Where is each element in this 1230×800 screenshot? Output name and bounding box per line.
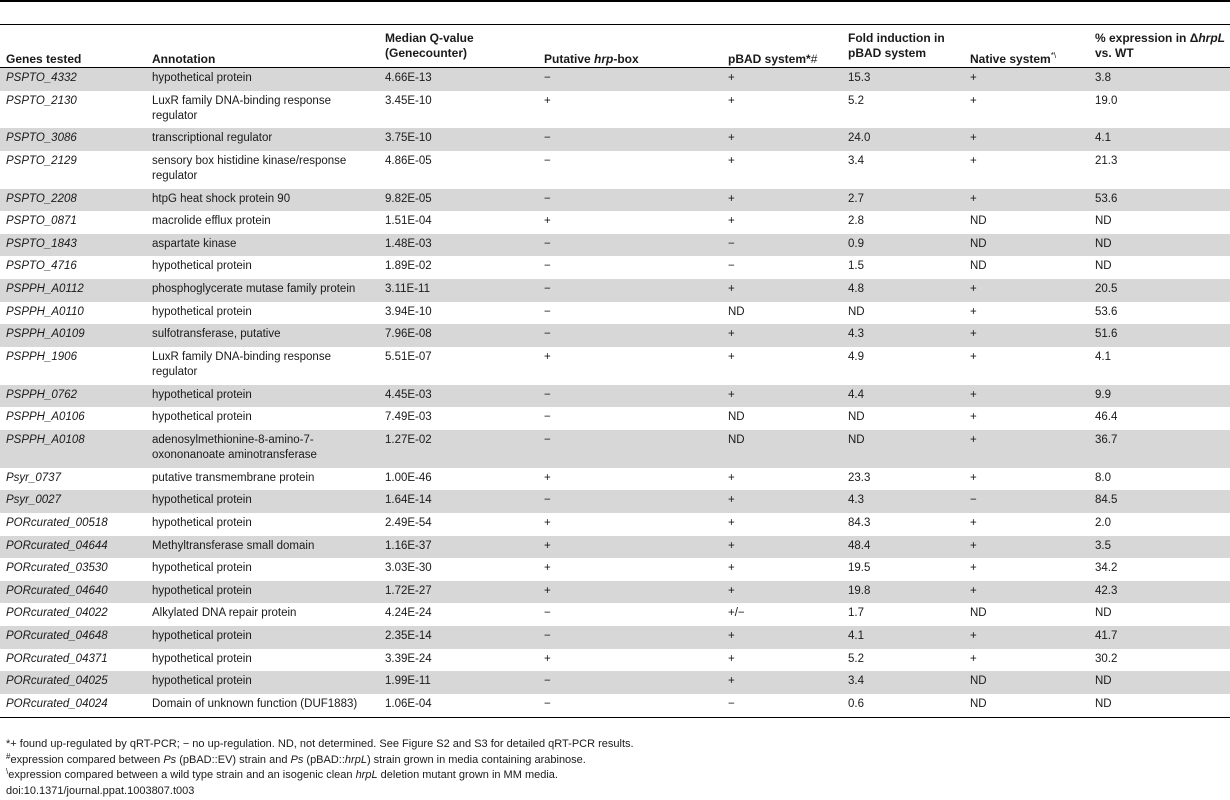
fold-induction-cell: 4.3: [842, 324, 964, 347]
expression-cell: 34.2: [1095, 562, 1118, 575]
table-row: [0, 490, 1230, 513]
native-cell: +: [970, 471, 977, 484]
fold-induction-cell: ND: [848, 411, 865, 424]
qvalue-cell: 4.45E-03: [379, 385, 538, 408]
fold-induction-cell: 1.5: [848, 260, 864, 273]
pbad-cell: +: [722, 128, 842, 151]
annotation-cell: sulfotransferase, putative: [146, 324, 379, 347]
table-body: [0, 68, 1230, 718]
annotation-cell: aspartate kinase: [146, 234, 379, 257]
gene-id-cell: PORcurated_04024: [6, 698, 108, 711]
col-header-qvalue: Median Q-value (Genecounter): [385, 31, 474, 60]
hrp-box-cell: +: [544, 94, 551, 107]
pbad-cell: +: [728, 215, 735, 228]
native-cell: +: [964, 128, 1089, 151]
hrp-box-cell: +: [538, 536, 722, 559]
qvalue-cell: 4.66E-13: [379, 68, 538, 91]
pbad-cell: ND: [728, 305, 745, 318]
qvalue-cell: 3.03E-30: [385, 562, 432, 575]
gene-id-cell: PORcurated_04022: [6, 607, 108, 620]
doi-link[interactable]: doi:10.1371/journal.ppat.1003807.t003: [6, 784, 195, 797]
gene-id-cell: PORcurated_04371: [6, 652, 108, 665]
col-header-fold-induction: Fold induction in pBAD system: [848, 31, 945, 60]
hrp-box-cell: −: [538, 279, 722, 302]
hrp-box-cell: −: [538, 324, 722, 347]
qvalue-cell: 3.39E-24: [385, 652, 432, 665]
fold-induction-cell: 19.8: [842, 581, 964, 604]
hrp-box-cell: −: [538, 189, 722, 212]
qvalue-cell: 1.89E-02: [385, 260, 432, 273]
fold-induction-cell: 4.4: [842, 385, 964, 408]
qvalue-cell: 4.24E-24: [385, 607, 432, 620]
hrp-box-cell: −: [544, 698, 551, 711]
pbad-cell: ND: [728, 411, 745, 424]
col-header-annotation: Annotation: [152, 52, 216, 66]
footnote-legend: *+ found up-regulated by qRT-PCR; − no up-regulation. ND, not determined. See Figure S2 and S3 for detailed qRT-PCR results.: [6, 738, 634, 750]
expression-cell: 53.6: [1095, 305, 1118, 318]
annotation-cell: hypothetical protein: [152, 652, 252, 665]
table-row: [0, 626, 1230, 649]
pbad-cell: +: [728, 351, 735, 364]
annotation-cell: hypothetical protein: [152, 516, 252, 529]
native-cell: +: [964, 385, 1089, 408]
pbad-cell: +: [722, 279, 842, 302]
gene-id-cell: PSPTO_0871: [6, 215, 77, 228]
annotation-cell: hypothetical protein: [146, 68, 379, 91]
expression-cell: ND: [1095, 260, 1112, 273]
fold-induction-cell: 5.2: [848, 94, 864, 107]
gene-id-cell: PORcurated_00518: [6, 516, 108, 529]
expression-cell: 51.6: [1089, 324, 1230, 347]
annotation-cell: macrolide efflux protein: [152, 215, 271, 228]
native-cell: +: [970, 562, 977, 575]
pbad-cell: +: [722, 324, 842, 347]
native-cell: +: [964, 626, 1089, 649]
fold-induction-cell: ND: [842, 430, 964, 468]
table-footnotes: [6, 737, 634, 799]
native-cell: +: [964, 581, 1089, 604]
fold-induction-cell: 24.0: [842, 128, 964, 151]
gene-id-cell: PORcurated_04640: [0, 581, 146, 604]
table-row: [0, 407, 1230, 430]
hrp-box-cell: −: [538, 234, 722, 257]
hrp-box-cell: +: [544, 471, 551, 484]
table-row: [0, 91, 1230, 129]
table-row: [0, 671, 1230, 694]
annotation-cell: hypothetical protein: [152, 305, 252, 318]
expression-cell: 36.7: [1089, 430, 1230, 468]
hrp-box-cell: +: [544, 215, 551, 228]
fold-induction-cell: 5.2: [848, 652, 864, 665]
annotation-cell: LuxR family DNA-binding response regulator: [152, 94, 331, 122]
gene-id-cell: PSPPH_1906: [6, 351, 77, 364]
gene-id-cell: PSPTO_4332: [0, 68, 146, 91]
qvalue-cell: 4.86E-05: [385, 154, 432, 167]
table-row: [0, 211, 1230, 234]
expression-cell: ND: [1089, 234, 1230, 257]
expression-cell: 8.0: [1095, 471, 1111, 484]
fold-induction-cell: 2.8: [848, 215, 864, 228]
expression-cell: 21.3: [1095, 154, 1118, 167]
annotation-cell: Domain of unknown function (DUF1883): [152, 698, 358, 711]
native-cell: ND: [970, 698, 987, 711]
gene-id-cell: PSPPH_A0106: [6, 411, 85, 424]
hrp-box-cell: −: [544, 607, 551, 620]
expression-cell: 46.4: [1095, 411, 1118, 424]
gene-id-cell: Psyr_0737: [6, 471, 61, 484]
gene-id-cell: Psyr_0027: [0, 490, 146, 513]
table-row: [0, 430, 1230, 468]
expression-cell: 53.6: [1089, 189, 1230, 212]
pbad-cell: +: [728, 652, 735, 665]
expression-cell: 2.0: [1095, 516, 1111, 529]
expression-cell: ND: [1095, 215, 1112, 228]
gene-id-cell: PSPTO_2130: [6, 94, 77, 107]
annotation-cell: hypothetical protein: [152, 260, 252, 273]
qvalue-cell: 1.16E-37: [379, 536, 538, 559]
gene-id-cell: PSPPH_A0110: [6, 305, 84, 318]
hrp-box-cell: −: [538, 430, 722, 468]
annotation-cell: Alkylated DNA repair protein: [152, 607, 297, 620]
qvalue-cell: 1.64E-14: [379, 490, 538, 513]
hrp-box-cell: −: [544, 305, 551, 318]
hrp-box-cell: +: [544, 562, 551, 575]
expression-cell: ND: [1095, 698, 1112, 711]
qvalue-cell: 5.51E-07: [385, 351, 432, 364]
native-cell: ND: [970, 215, 987, 228]
annotation-cell: sensory box histidine kinase/response regulator: [152, 154, 347, 182]
annotation-cell: LuxR family DNA-binding response regulator: [152, 351, 331, 379]
annotation-cell: Methyltransferase small domain: [146, 536, 379, 559]
table-row: [0, 694, 1230, 717]
expression-cell: 30.2: [1095, 652, 1118, 665]
table-row: [0, 302, 1230, 325]
gene-expression-table: [0, 28, 1230, 718]
fold-induction-cell: 4.9: [848, 351, 864, 364]
hrp-box-cell: +: [544, 516, 551, 529]
pbad-cell: ND: [722, 430, 842, 468]
table-row: [0, 256, 1230, 279]
fold-induction-cell: ND: [848, 305, 865, 318]
expression-cell: 3.8: [1089, 68, 1230, 91]
fold-induction-cell: 3.4: [842, 671, 964, 694]
table-row: [0, 324, 1230, 347]
gene-id-cell: PSPTO_4716: [6, 260, 77, 273]
table-row: [0, 603, 1230, 626]
pbad-cell: +: [728, 154, 735, 167]
expression-cell: 4.1: [1095, 351, 1111, 364]
gene-id-cell: PSPPH_A0112: [0, 279, 146, 302]
gene-id-cell: PORcurated_04648: [0, 626, 146, 649]
gene-id-cell: PSPTO_1843: [0, 234, 146, 257]
native-cell: +: [970, 154, 977, 167]
col-header-pbad: pBAD system*#: [728, 52, 818, 66]
annotation-cell: hypothetical protein: [152, 411, 252, 424]
gene-id-cell: PORcurated_03530: [6, 562, 108, 575]
qvalue-cell: 2.35E-14: [379, 626, 538, 649]
qvalue-cell: 7.49E-03: [385, 411, 432, 424]
annotation-cell: adenosylmethionine-8-amino-7-oxononanoate aminotransferase: [146, 430, 379, 468]
native-cell: +: [970, 411, 977, 424]
native-cell: +: [964, 536, 1089, 559]
table-row: [0, 581, 1230, 604]
fold-induction-cell: 4.1: [842, 626, 964, 649]
native-cell: +: [970, 516, 977, 529]
qvalue-cell: 3.45E-10: [385, 94, 432, 107]
hrp-box-cell: −: [538, 490, 722, 513]
table-row: [0, 189, 1230, 212]
table-row: [0, 151, 1230, 189]
native-cell: ND: [970, 607, 987, 620]
hrp-box-cell: −: [538, 626, 722, 649]
native-cell: ND: [964, 234, 1089, 257]
pbad-cell: +: [728, 471, 735, 484]
pbad-cell: +: [728, 562, 735, 575]
native-cell: +: [964, 279, 1089, 302]
gene-id-cell: PORcurated_04025: [0, 671, 146, 694]
fold-induction-cell: 1.7: [848, 607, 864, 620]
pbad-cell: +/−: [728, 607, 745, 620]
annotation-cell: htpG heat shock protein 90: [146, 189, 379, 212]
table-row: [0, 279, 1230, 302]
expression-cell: ND: [1089, 671, 1230, 694]
fold-induction-cell: 4.8: [842, 279, 964, 302]
native-cell: +: [970, 351, 977, 364]
qvalue-cell: 1.00E-46: [385, 471, 432, 484]
hrp-box-cell: −: [538, 128, 722, 151]
pbad-cell: −: [728, 260, 735, 273]
fold-induction-cell: 19.5: [848, 562, 871, 575]
expression-cell: 42.3: [1089, 581, 1230, 604]
col-header-genes: Genes tested: [6, 52, 82, 66]
table-row: [0, 68, 1230, 91]
pbad-cell: +: [722, 626, 842, 649]
gene-id-cell: PSPPH_A0108: [0, 430, 146, 468]
table-row: [0, 347, 1230, 385]
hrp-box-cell: −: [538, 671, 722, 694]
pbad-cell: +: [722, 68, 842, 91]
expression-cell: ND: [1095, 607, 1112, 620]
table-row: [0, 128, 1230, 151]
pbad-cell: +: [728, 516, 735, 529]
qvalue-cell: 3.11E-11: [379, 279, 538, 302]
table-row: [0, 385, 1230, 408]
expression-cell: 20.5: [1089, 279, 1230, 302]
fold-induction-cell: 0.6: [848, 698, 864, 711]
pbad-cell: +: [722, 189, 842, 212]
pbad-cell: +: [722, 671, 842, 694]
pbad-cell: +: [722, 536, 842, 559]
caption-rule: [0, 24, 1230, 25]
native-cell: −: [964, 490, 1089, 513]
gene-id-cell: PSPPH_0762: [0, 385, 146, 408]
qvalue-cell: 1.06E-04: [385, 698, 432, 711]
col-header-hrp-box: Putative hrp-box: [544, 52, 639, 66]
annotation-cell: putative transmembrane protein: [152, 471, 315, 484]
pbad-cell: −: [722, 234, 842, 257]
fold-induction-cell: 2.7: [842, 189, 964, 212]
qvalue-cell: 3.94E-10: [385, 305, 432, 318]
native-cell: +: [964, 324, 1089, 347]
annotation-cell: hypothetical protein: [146, 385, 379, 408]
annotation-cell: hypothetical protein: [146, 626, 379, 649]
expression-cell: 84.5: [1089, 490, 1230, 513]
table-row: [0, 468, 1230, 491]
annotation-cell: hypothetical protein: [146, 671, 379, 694]
gene-id-cell: PSPPH_A0109: [0, 324, 146, 347]
qvalue-cell: 1.27E-02: [379, 430, 538, 468]
table-top-rule: [0, 0, 1230, 2]
gene-id-cell: PSPTO_3086: [0, 128, 146, 151]
hrp-box-cell: +: [544, 351, 551, 364]
hrp-box-cell: −: [544, 154, 551, 167]
expression-cell: 3.5: [1089, 536, 1230, 559]
qvalue-cell: 1.72E-27: [379, 581, 538, 604]
footnote-native: \expression compared between a wild type strain and an isogenic clean hrpL deletion mutant grown in MM media.: [6, 767, 558, 781]
col-header-expression: % expression in ΔhrpL vs. WT: [1095, 31, 1225, 60]
annotation-cell: transcriptional regulator: [146, 128, 379, 151]
expression-cell: 19.0: [1095, 94, 1118, 107]
fold-induction-cell: 15.3: [842, 68, 964, 91]
annotation-cell: hypothetical protein: [152, 562, 252, 575]
qvalue-cell: 3.75E-10: [379, 128, 538, 151]
expression-cell: 9.9: [1089, 385, 1230, 408]
fold-induction-cell: 4.3: [842, 490, 964, 513]
pbad-cell: −: [728, 698, 735, 711]
qvalue-cell: 1.51E-04: [385, 215, 432, 228]
hrp-box-cell: +: [544, 652, 551, 665]
native-cell: +: [964, 68, 1089, 91]
hrp-box-cell: −: [538, 68, 722, 91]
gene-id-cell: PSPTO_2129: [6, 154, 77, 167]
native-cell: +: [964, 189, 1089, 212]
qvalue-cell: 1.99E-11: [379, 671, 538, 694]
native-cell: +: [964, 430, 1089, 468]
gene-id-cell: PORcurated_04644: [0, 536, 146, 559]
table-row: [0, 513, 1230, 536]
qvalue-cell: 2.49E-54: [385, 516, 432, 529]
fold-induction-cell: 3.4: [848, 154, 864, 167]
native-cell: ND: [970, 260, 987, 273]
fold-induction-cell: 0.9: [842, 234, 964, 257]
col-header-native: Native system*\: [970, 51, 1057, 66]
table-row: [0, 558, 1230, 581]
qvalue-cell: 7.96E-08: [379, 324, 538, 347]
pbad-cell: +: [722, 490, 842, 513]
native-cell: ND: [964, 671, 1089, 694]
header-row: [0, 28, 1230, 68]
pbad-cell: +: [722, 581, 842, 604]
native-cell: +: [970, 305, 977, 318]
hrp-box-cell: −: [544, 411, 551, 424]
pbad-cell: +: [722, 385, 842, 408]
table-row: [0, 234, 1230, 257]
table-row: [0, 536, 1230, 559]
hrp-box-cell: −: [544, 260, 551, 273]
fold-induction-cell: 23.3: [848, 471, 871, 484]
hrp-box-cell: +: [538, 581, 722, 604]
annotation-cell: phosphoglycerate mutase family protein: [146, 279, 379, 302]
annotation-cell: hypothetical protein: [146, 581, 379, 604]
annotation-cell: hypothetical protein: [146, 490, 379, 513]
fold-induction-cell: 84.3: [848, 516, 871, 529]
expression-cell: 41.7: [1089, 626, 1230, 649]
qvalue-cell: 9.82E-05: [379, 189, 538, 212]
expression-cell: 4.1: [1089, 128, 1230, 151]
native-cell: +: [970, 652, 977, 665]
hrp-box-cell: −: [538, 385, 722, 408]
table-row: [0, 649, 1230, 672]
footnote-pbad: #expression compared between Ps (pBAD::EV) strain and Ps (pBAD::hrpL) strain grown in media containing arabinose.: [6, 751, 586, 766]
qvalue-cell: 1.48E-03: [379, 234, 538, 257]
pbad-cell: +: [728, 94, 735, 107]
gene-id-cell: PSPTO_2208: [0, 189, 146, 212]
native-cell: +: [970, 94, 977, 107]
fold-induction-cell: 48.4: [842, 536, 964, 559]
